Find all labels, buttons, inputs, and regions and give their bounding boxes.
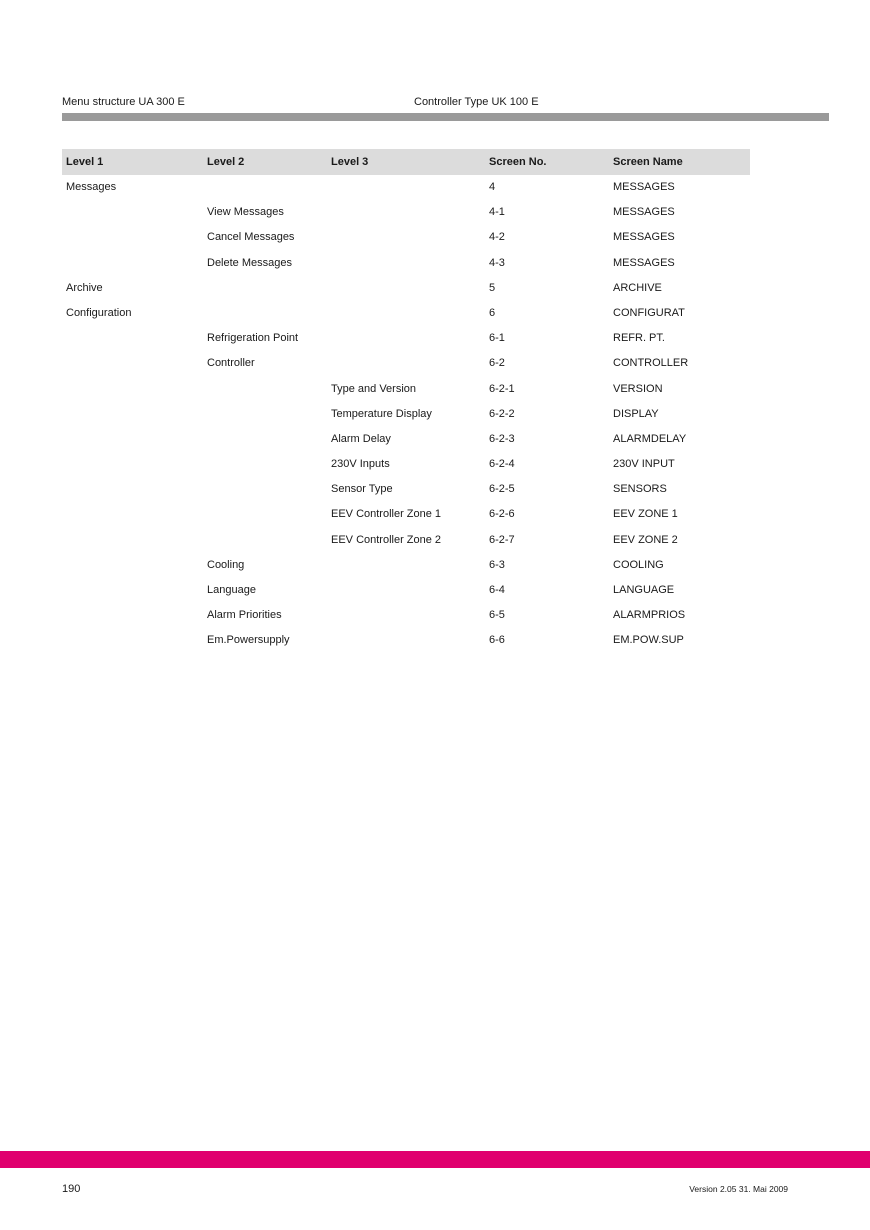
column-header-level-2: Level 2: [207, 156, 245, 168]
cell-level-2: Language: [207, 584, 256, 596]
table-row: [62, 427, 750, 452]
cell-screen-no: 6-2-2: [489, 407, 515, 420]
cell-screen-no: 6-2-6: [489, 508, 515, 521]
table-row: [62, 578, 750, 603]
cell-screen-name: MESSAGES: [613, 256, 675, 269]
cell-level-2: View Messages: [207, 206, 284, 219]
table-row: [62, 528, 750, 553]
table-row: [62, 175, 750, 200]
column-header-level-3: Level 3: [331, 156, 369, 168]
cell-screen-no: 4-3: [489, 256, 505, 269]
cell-level-3: EEV Controller Zone 1: [331, 508, 442, 521]
cell-screen-no: 6-2-5: [489, 483, 515, 496]
cell-screen-no: 6-2-7: [489, 533, 515, 546]
cell-screen-name: DISPLAY: [613, 407, 659, 420]
table-row: [62, 200, 750, 225]
table-row: [62, 351, 750, 376]
cell-screen-no: 6-4: [489, 584, 505, 596]
cell-screen-no: 6: [489, 306, 496, 319]
cell-level-2: Cancel Messages: [207, 231, 295, 244]
table-row: [62, 452, 750, 477]
table-row: [62, 502, 750, 527]
cell-screen-name: MESSAGES: [613, 181, 675, 193]
version-date: Version 2.05 31. Mai 2009: [689, 1184, 788, 1194]
cell-level-3: EEV Controller Zone 2: [331, 533, 442, 546]
cell-screen-no: 6-6: [489, 634, 505, 647]
cell-screen-name: ALARMPRIOS: [613, 609, 686, 622]
table-row: [62, 603, 750, 628]
column-header-screen-no: Screen No.: [489, 156, 547, 168]
cell-level-2: Em.Powersupply: [207, 634, 290, 647]
cell-screen-name: ARCHIVE: [613, 281, 662, 294]
cell-screen-no: 6-2-3: [489, 432, 515, 445]
cell-screen-no: 6-1: [489, 332, 505, 345]
cell-screen-name: SENSORS: [613, 483, 667, 496]
cell-screen-name: EM.POW.SUP: [613, 634, 684, 647]
cell-level-2: Alarm Priorities: [207, 609, 282, 622]
cell-level-3: Type and Version: [331, 382, 417, 395]
cell-screen-no: 6-2: [489, 357, 505, 370]
header-document-title: Menu structure UA 300 E: [62, 96, 185, 108]
cell-level-3: Alarm Delay: [331, 432, 391, 445]
cell-screen-name: VERSION: [613, 382, 663, 395]
cell-screen-name: LANGUAGE: [613, 584, 675, 596]
table-row: [62, 301, 750, 326]
cell-level-2: Refrigeration Point: [207, 332, 299, 345]
table-row: [62, 326, 750, 351]
table-row: [62, 477, 750, 502]
column-header-level-1: Level 1: [66, 156, 104, 168]
cell-screen-name: COOLING: [613, 558, 664, 571]
table-row: [62, 377, 750, 402]
cell-screen-no: 6-2-4: [489, 458, 515, 471]
menu-structure-table: [62, 149, 750, 654]
page-number: 190: [62, 1183, 81, 1195]
cell-screen-no: 4-2: [489, 231, 505, 244]
table-row: [62, 225, 750, 250]
cell-level-1: Messages: [66, 181, 117, 193]
cell-level-3: Sensor Type: [331, 483, 393, 496]
cell-screen-name: EEV ZONE 1: [613, 508, 678, 521]
cell-screen-name: EEV ZONE 2: [613, 533, 678, 546]
table-row: [62, 251, 750, 276]
table-body: [62, 175, 750, 654]
cell-screen-name: MESSAGES: [613, 231, 675, 244]
table-row: [62, 276, 750, 301]
cell-level-2: Cooling: [207, 558, 245, 571]
footer-accent-bar: [0, 1151, 870, 1168]
column-header-screen-name: Screen Name: [613, 156, 683, 168]
cell-screen-name: 230V INPUT: [613, 458, 675, 471]
cell-screen-no: 6-5: [489, 609, 505, 622]
cell-screen-no: 6-3: [489, 558, 505, 571]
cell-level-2: Delete Messages: [207, 256, 292, 269]
table-header-row: [62, 149, 750, 175]
table-row: [62, 402, 750, 427]
cell-screen-name: ALARMDELAY: [613, 432, 687, 445]
header-divider-bar: [62, 113, 829, 121]
cell-screen-no: 4-1: [489, 206, 505, 219]
cell-screen-name: CONTROLLER: [613, 357, 689, 370]
cell-screen-no: 6-2-1: [489, 382, 515, 395]
header-controller-type: Controller Type UK 100 E: [414, 96, 539, 108]
cell-screen-no: 4: [489, 181, 496, 193]
table-row: [62, 553, 750, 578]
table-row: [62, 628, 750, 653]
cell-screen-name: CONFIGURAT: [613, 306, 685, 319]
cell-screen-name: REFR. PT.: [613, 332, 665, 345]
cell-level-1: Configuration: [66, 306, 132, 319]
cell-level-3: Temperature Display: [331, 407, 432, 420]
cell-level-2: Controller: [207, 357, 255, 370]
cell-level-3: 230V Inputs: [331, 458, 390, 471]
cell-level-1: Archive: [66, 281, 103, 294]
cell-screen-no: 5: [489, 281, 496, 294]
cell-screen-name: MESSAGES: [613, 206, 675, 219]
